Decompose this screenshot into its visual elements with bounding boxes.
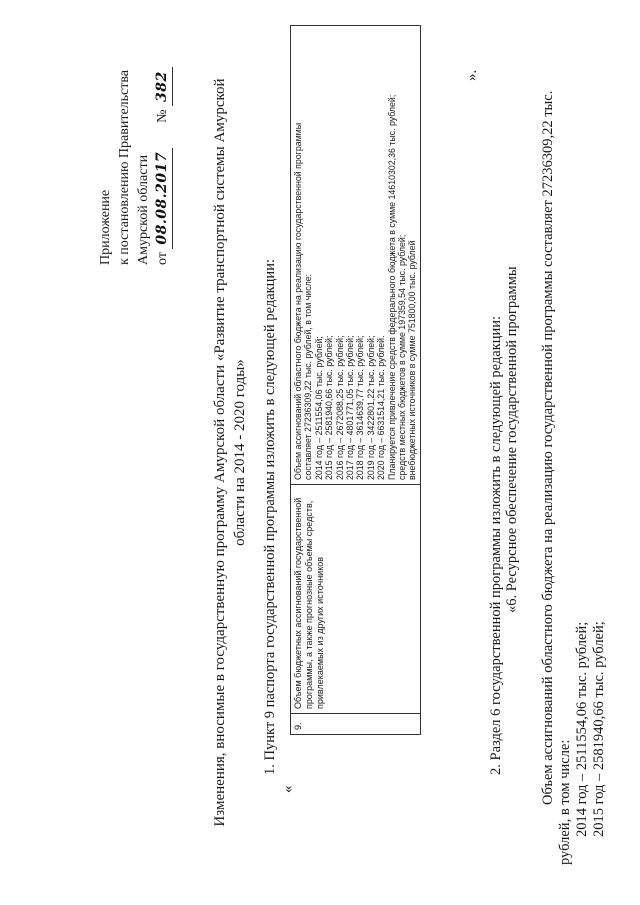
quote-open-mark: « xyxy=(280,785,296,793)
quote-close-mark: ». xyxy=(464,69,480,81)
item-1-heading: 1. Пункт 9 паспорта государственной программы изложить в следующей редакции: xyxy=(262,259,278,775)
resource-paragraph xyxy=(540,91,608,865)
item-2-heading: 2. Раздел 6 государственной программы изложить в следующей редакции: xyxy=(488,315,504,775)
value-line: 2016 год – 2672088,25 тыс. рублей; xyxy=(334,335,345,480)
value-line: 2015 год – 2581940,66 тыс. рублей; xyxy=(324,335,335,480)
value-line: Объем ассигнований областного бюджета на реализацию государственной программы xyxy=(293,122,303,480)
value-line: 2014 год – 2511554,06 тыс. рублей; xyxy=(313,336,324,480)
value-line: составляет 27236309,22 тыс. рублей, в том числе: xyxy=(303,273,314,480)
para-line-2: рублей, в том числе: xyxy=(557,739,573,865)
para-line-4: 2015 год – 2581940,66 тыс. рублей; xyxy=(591,621,607,837)
title-line-1: Изменения, вносимые в государственную программу Амурской области «Развитие транспортной системы Амурской xyxy=(212,78,228,827)
title-line-2: области на 2014 - 2020 годы» xyxy=(232,359,248,546)
value-line: 2020 год – 6631514,21 тыс. рублей. xyxy=(376,335,387,480)
value-line: Планируется привлечение средств федерального бюджета в сумме 14610302,36 тыс. рублей; xyxy=(386,94,397,480)
from-label: от xyxy=(155,252,170,265)
handwritten-date: 08.08.2017 xyxy=(153,148,173,249)
value-line: средств местных бюджетов в сумме 197359,54 тыс. рублей; xyxy=(397,234,408,480)
row-value xyxy=(291,26,421,485)
appendix-block xyxy=(96,67,173,265)
appendix-line-1: Приложение xyxy=(98,189,113,265)
value-line: 2019 год – 3422801,22 тыс. рублей; xyxy=(365,335,376,480)
appendix-line-2: к постановлению Правительства xyxy=(117,69,132,265)
handwritten-number: 382 xyxy=(153,67,173,106)
para-line-3: 2014 год – 2511554,06 тыс. рублей; xyxy=(574,621,590,837)
appendix-date-line xyxy=(153,67,173,265)
para-line-1: Объем ассигнований областного бюджета на реализацию государственной программы составляет 27236309,22 тыс. xyxy=(540,90,556,805)
value-line: 2018 год – 3614639,77 тыс. рублей; xyxy=(355,335,366,480)
table-row xyxy=(291,26,421,735)
row-name: Объем бюджетных ассигнований государственной программы, а также прогнозные объемы средств, привлекаемых из других источников xyxy=(291,485,421,714)
number-label: № xyxy=(155,109,170,123)
appendix-line-3: Амурской области xyxy=(136,154,151,265)
document-title xyxy=(210,0,250,905)
passport-table xyxy=(290,25,421,735)
value-line: 2017 год – 4801771,05 тыс. рублей; xyxy=(345,335,356,480)
row-number: 9. xyxy=(291,714,421,735)
value-line: внебюджетных источников в сумме 751800,00 тыс. рублей xyxy=(407,240,418,480)
section-6-title: «6. Ресурсное обеспечение государственной программы xyxy=(504,266,520,613)
